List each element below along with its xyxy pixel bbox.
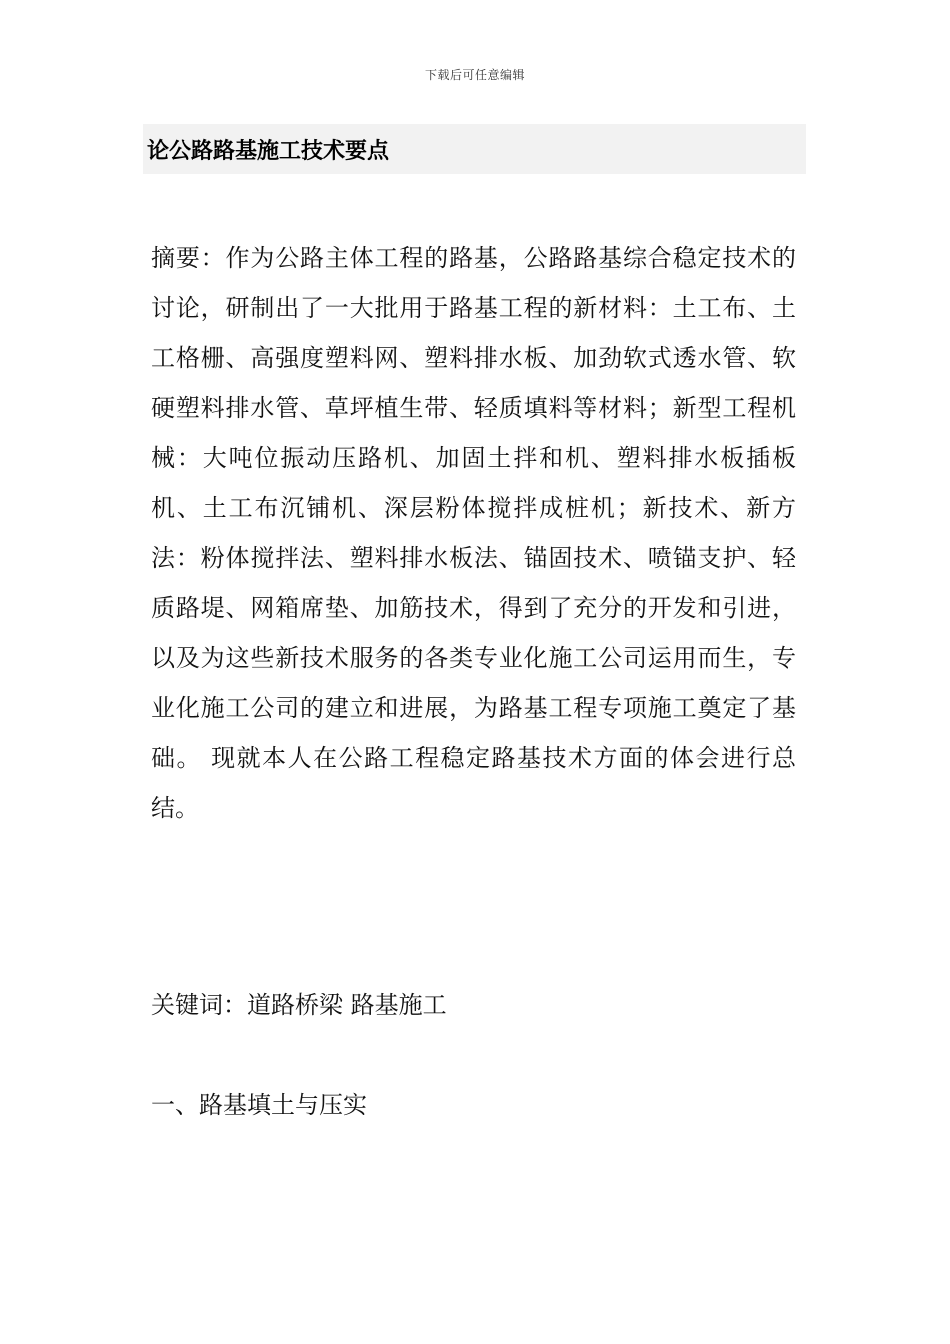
abstract-paragraph: 摘要：作为公路主体工程的路基，公路路基综合稳定技术的讨论，研制出了一大批用于路基工程的新材料：土工布、土工格栅、高强度塑料网、塑料排水板、加劲软式透水管、软硬塑料排水管、草坪植生带、轻质填料等材料；新型工程机械：大吨位振动压路机、加固土拌和机、塑料排水板插板机、土工布沉铺机、深层粉体搅拌成桩机；新技术、新方法：粉体搅拌法、塑料排水板法、锚固技术、喷锚支护、轻质路堤、网箱席垫、加筋技术，得到了充分的开发和引进，以及为这些新技术服务的各类专业化施工公司运用而生，专业化施工公司的建立和进展，为路基工程专项施工奠定了基础。 现就本人在公路工程稳定路基技术方面的体会进行总结。 — [151, 244, 796, 822]
document-title-bar — [143, 124, 806, 174]
section-heading-1: 一、路基填土与压实 — [151, 1091, 367, 1119]
page-header-note: 下载后可任意编辑 — [424, 68, 525, 82]
document-title: 论公路路基施工技术要点 — [147, 137, 390, 164]
keywords-line: 关键词：道路桥梁 路基施工 — [151, 991, 447, 1019]
